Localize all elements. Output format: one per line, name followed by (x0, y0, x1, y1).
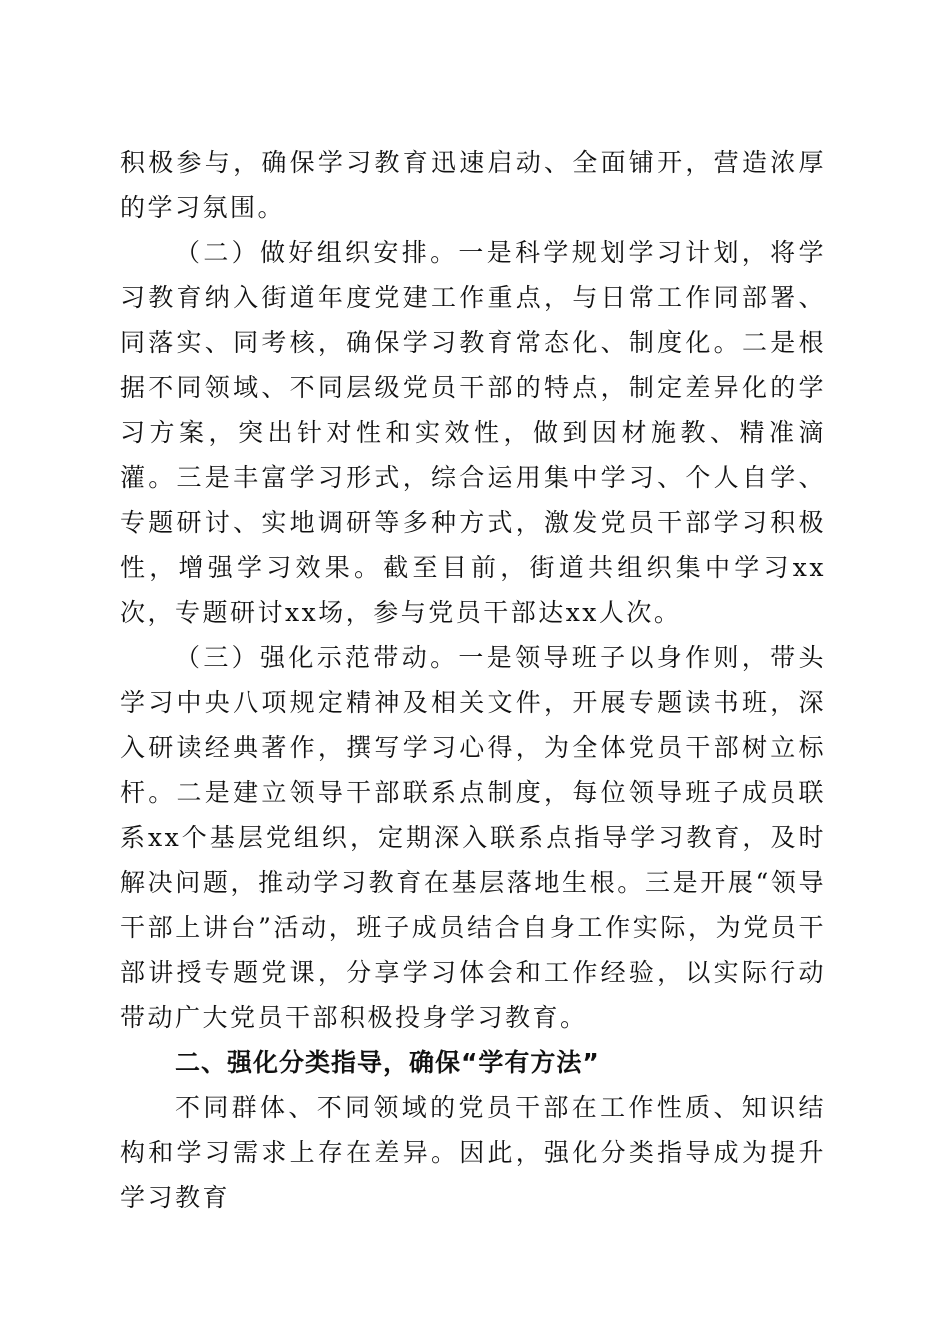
paragraph-classified-guidance-intro: 不同群体、不同领域的党员干部在工作性质、知识结构和学习需求上存在差异。因此，强化分类指导成为提升学习教育 (120, 1093, 826, 1212)
document-body (120, 140, 826, 1220)
section-heading-classified-guidance: 二、强化分类指导，确保“学有方法” (175, 1048, 600, 1077)
paragraph-demonstration-leading: （三）强化示范带动。一是领导班子以身作则，带头学习中央八项规定精神及相关文件，开展专题读书班，深入研读经典著作，撰写学习心得，为全体党员干部树立标杆。二是建立领导干部联系点制度，每位领导班子成员联系xx个基层党组织，定期深入联系点指导学习教育，及时解决问题，推动学习教育在基层落地生根。三是开展“领导干部上讲台”活动，班子成员结合自身工作实际，为党员干部讲授专题党课，分享学习体会和工作经验，以实际行动带动广大党员干部积极投身学习教育。 (120, 643, 826, 1032)
paragraph-continuation: 积极参与，确保学习教育迅速启动、全面铺开，营造浓厚的学习氛围。 (120, 148, 826, 222)
paragraph-organization-arrangement: （二）做好组织安排。一是科学规划学习计划，将学习教育纳入街道年度党建工作重点，与日常工作同部署、同落实、同考核，确保学习教育常态化、制度化。二是根据不同领域、不同层级党员干部的特点，制定差异化的学习方案，突出针对性和实效性，做到因材施教、精准滴灌。三是丰富学习形式，综合运用集中学习、个人自学、专题研讨、实地调研等多种方式，激发党员干部学习积极性，增强学习效果。截至目前，街道共组织集中学习xx次，专题研讨xx场，参与党员干部达xx人次。 (120, 238, 826, 627)
